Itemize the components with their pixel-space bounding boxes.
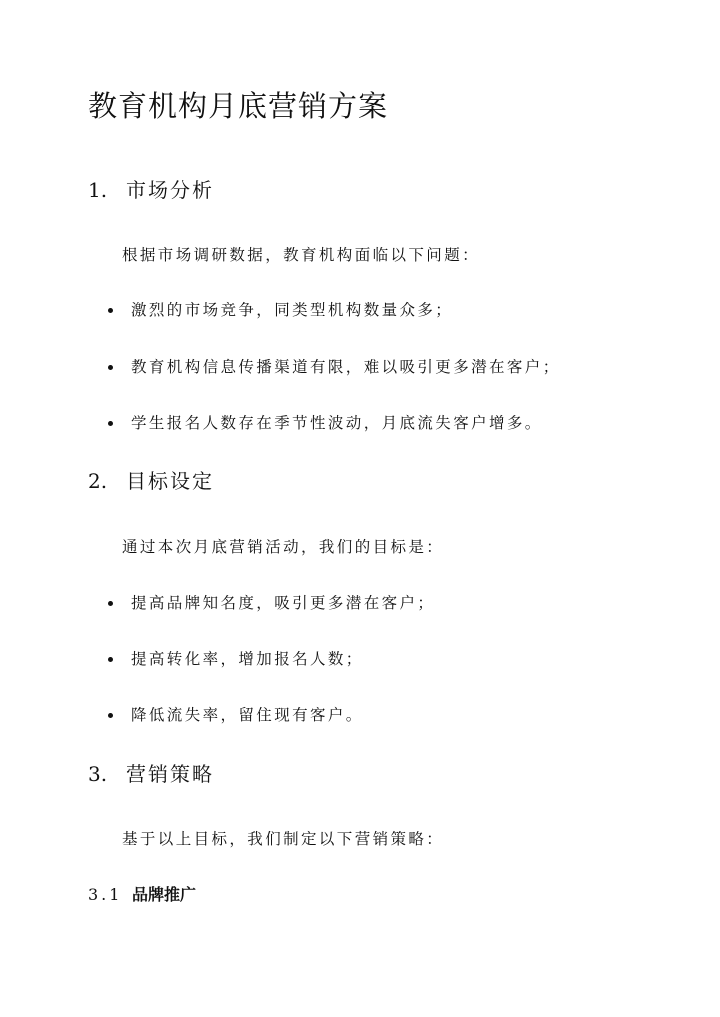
list-item-text: 提高转化率，增加报名人数； xyxy=(131,650,364,668)
section-heading-1 xyxy=(88,176,214,204)
section-intro: 通过本次月底营销活动，我们的目标是： xyxy=(122,538,445,556)
section-title: 目标设定 xyxy=(126,469,214,493)
bullet-icon xyxy=(108,421,113,426)
section-title: 营销策略 xyxy=(126,762,214,786)
section-number: 1. xyxy=(88,178,108,202)
section-title: 市场分析 xyxy=(126,178,214,202)
section-number: 3. xyxy=(88,762,108,786)
section-intro: 基于以上目标，我们制定以下营销策略： xyxy=(122,830,445,848)
section-number: 2. xyxy=(88,469,108,493)
list-item xyxy=(108,356,561,378)
list-item xyxy=(108,704,364,726)
list-item xyxy=(108,648,364,670)
section-heading-2 xyxy=(88,467,214,495)
list-item-text: 激烈的市场竞争，同类型机构数量众多； xyxy=(131,301,454,319)
document-title: 教育机构月底营销方案 xyxy=(88,89,389,123)
bullet-icon xyxy=(108,308,113,313)
list-item-text: 降低流失率，留住现有客户。 xyxy=(131,706,364,724)
bullet-icon xyxy=(108,601,113,606)
subsection-number: 3.1 xyxy=(88,885,123,904)
bullet-icon xyxy=(108,713,113,718)
list-item xyxy=(108,592,435,614)
bullet-icon xyxy=(108,365,113,370)
list-item xyxy=(108,412,543,434)
bullet-icon xyxy=(108,657,113,662)
section-intro: 根据市场调研数据，教育机构面临以下问题： xyxy=(122,246,481,264)
section-heading-3 xyxy=(88,760,214,788)
list-item-text: 提高品牌知名度，吸引更多潜在客户； xyxy=(131,594,436,612)
subsection-heading-3-1 xyxy=(88,884,196,906)
list-item xyxy=(108,299,453,321)
list-item-text: 学生报名人数存在季节性波动，月底流失客户增多。 xyxy=(131,414,543,432)
list-item-text: 教育机构信息传播渠道有限，难以吸引更多潜在客户； xyxy=(131,358,561,376)
subsection-title: 品牌推广 xyxy=(132,885,197,904)
